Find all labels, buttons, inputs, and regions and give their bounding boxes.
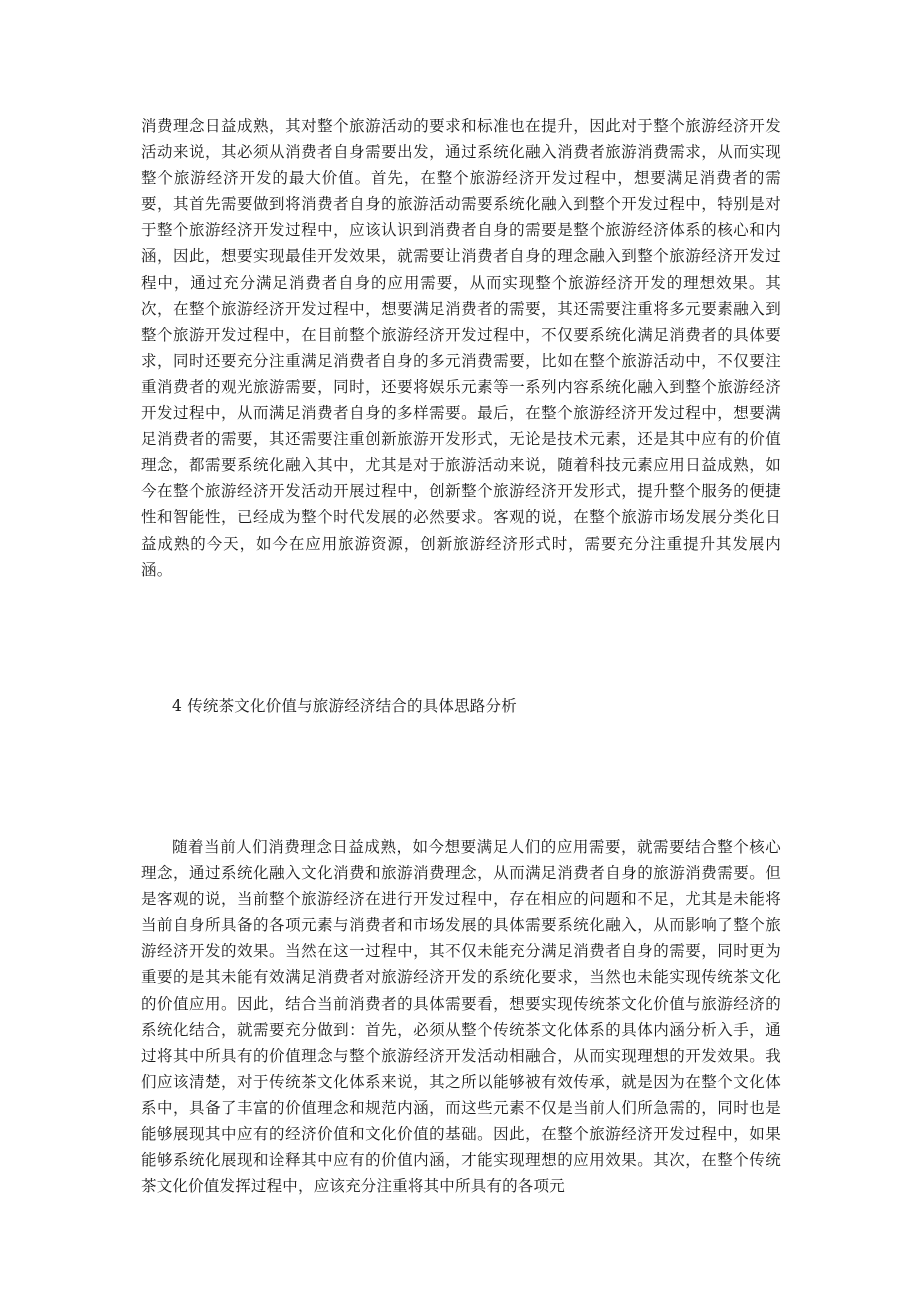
body-paragraph-2: 随着当前人们消费理念日益成熟，如今想要满足人们的应用需要，就需要结合整个核心理念，通过系统化融入文化消费和旅游消费理念，从而满足消费者自身的旅游消费需要。但是客观的说，当前整个旅游经济在进行开发过程中，存在相应的问题和不足，尤其是未能将当前自身所具备的各项元素与消费者和市场发展的具体需要系统化融入，从而影响了整个旅游经济开发的效果。当然在这一过程中，其不仅未能充分满足消费者自身的需要，同时更为重要的是其未能有效满足消费者对旅游经济开发的系统化要求，当然也未能实现传统茶文化的价值应用。因此，结合当前消费者的具体需要看，想要实现传统茶文化价值与旅游经济的系统化结合，就需要充分做到：首先，必须从整个传统茶文化体系的具体内涵分析入手，通过将其中所具有的价值理念与整个旅游经济开发活动相融合，从而实现理想的开发效果。我们应该清楚，对于传统茶文化体系来说，其之所以能够被有效传承，就是因为在整个文化体系中，具备了丰富的价值理念和规范内涵，而这些元素不仅是当前人们所急需的，同时也是能够展现其中应有的经济价值和文化价值的基础。因此，在整个旅游经济开发过程中，如果能够系统化展现和诠释其中应有的价值内涵，才能实现理想的应用效果。其次，在整个传统茶文化价值发挥过程中，应该充分注重将其中所具有的各项元 <box>141 838 781 1196</box>
section-heading: 4 传统茶文化价值与旅游经济结合的具体思路分析 <box>172 697 517 715</box>
body-paragraph-1: 消费理念日益成熟，其对整个旅游活动的要求和标准也在提升，因此对于整个旅游经济开发活动来说，其必须从消费者自身需要出发，通过系统化融入消费者旅游消费需求，从而实现整个旅游经济开发的最大价值。首先，在整个旅游经济开发过程中，想要满足消费者的需要，其首先需要做到将消费者自身的旅游活动需要系统化融入到整个开发过程中，特别是对于整个旅游经济开发过程中，应该认识到消费者自身的需要是整个旅游经济体系的核心和内涵，因此，想要实现最佳开发效果，就需要让消费者自身的理念融入到整个旅游经济开发过程中，通过充分满足消费者自身的应用需要，从而实现整个旅游经济开发的理想效果。其次，在整个旅游经济开发过程中，想要满足消费者的需要，其还需要注重将多元要素融入到整个旅游开发过程中，在目前整个旅游经济开发过程中，不仅要系统化满足消费者的具体要求，同时还要充分注重满足消费者自身的多元消费需要，比如在整个旅游活动中，不仅要注重消费者的观光旅游需要，同时，还要将娱乐元素等一系列内容系统化融入到整个旅游经济开发过程中，从而满足消费者自身的多样需要。最后，在整个旅游经济开发过程中，想要满足消费者的需要，其还需要注重创新旅游开发形式，无论是技术元素，还是其中应有的价值理念，都需要系统化融入其中，尤其是对于旅游活动来说，随着科技元素应用日益成熟，如今在整个旅游经济开发活动开展过程中，创新整个旅游经济开发形式，提升整个服务的便捷性和智能性，已经成为整个时代发展的必然要求。客观的说，在整个旅游市场发展分类化日益成熟的今天，如今在应用旅游资源，创新旅游经济形式时，需要充分注重提升其发展内涵。 <box>141 117 781 579</box>
